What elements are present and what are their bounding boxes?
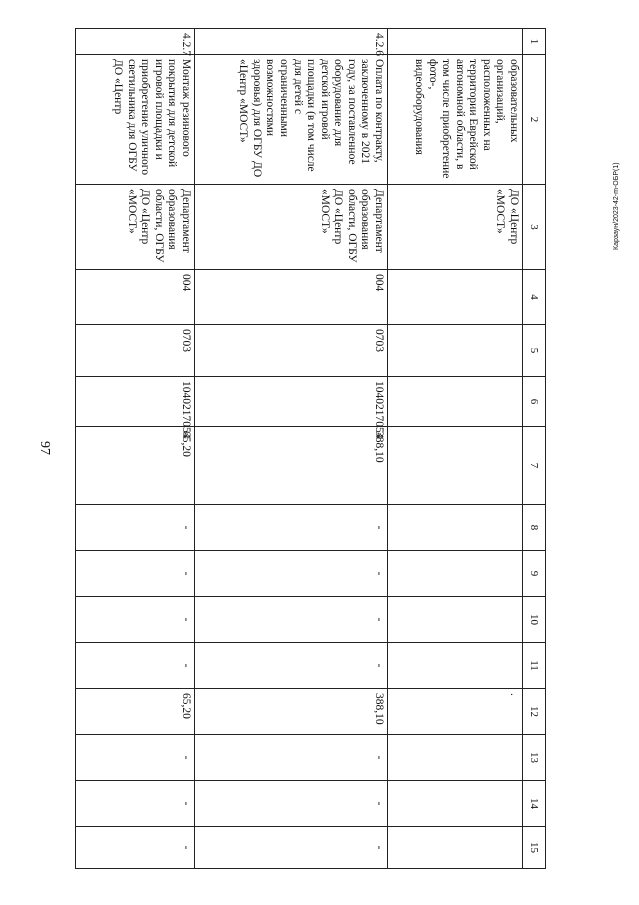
side-code-text: Карзаун/2023-42-m-ОБР(1) (613, 162, 620, 250)
cell-value (388, 270, 523, 325)
table-row (388, 29, 523, 869)
cell-value: 0703 (76, 325, 195, 377)
header-cell: 3 (523, 185, 546, 270)
header-cell: 4 (523, 270, 546, 325)
cell-value: 0703 (195, 325, 388, 377)
cell-description: образовательных организаций, расположенных на территории Еврейской автономной области, в том числе приобретение фото-, видеооборудования (388, 55, 523, 185)
cell-value: - (76, 551, 195, 597)
header-cell: 9 (523, 551, 546, 597)
header-cell: 14 (523, 781, 546, 827)
cell-value (388, 735, 523, 781)
table-row (195, 29, 388, 869)
header-cell: 13 (523, 735, 546, 781)
table-row (76, 29, 195, 869)
cell-value: . (388, 689, 523, 735)
cell-value: 1040217054 (76, 377, 195, 427)
cell-value: 65,20 (76, 427, 195, 505)
cell-value: - (195, 827, 388, 869)
header-cell: 6 (523, 377, 546, 427)
cell-value: - (76, 781, 195, 827)
cell-value: 65,20 (76, 689, 195, 735)
cell-value (388, 325, 523, 377)
cell-value: - (195, 781, 388, 827)
cell-value: - (76, 505, 195, 551)
cell-value: - (195, 735, 388, 781)
cell-value (388, 643, 523, 689)
cell-value: 388,10 (195, 689, 388, 735)
header-cell: 1 (523, 29, 546, 55)
rotated-table-container (80, 28, 546, 863)
cell-value (388, 427, 523, 505)
cell-number (388, 29, 523, 55)
header-cell: 5 (523, 325, 546, 377)
cell-value: 1040217054 (195, 377, 388, 427)
cell-value (388, 781, 523, 827)
cell-executor: Департамент образования области, ОГБУ ДО «Центр «МОСТ» (195, 185, 388, 270)
header-cell: 8 (523, 505, 546, 551)
cell-executor: Департамент образования области, ОГБУ ДО «Центр «МОСТ» (76, 185, 195, 270)
cell-description: Оплата по контракту, заключенному в 2021 году, за поставленное оборудование для детской игровой площадки (в том числе для детей с ограниченными возможностями здоровья) для ОГБУ ДО «Центр «МОСТ» (195, 55, 388, 185)
cell-value: - (76, 597, 195, 643)
cell-value: - (76, 735, 195, 781)
header-cell: 2 (523, 55, 546, 185)
cell-value: - (76, 643, 195, 689)
header-cell: 7 (523, 427, 546, 505)
cell-value: - (195, 597, 388, 643)
cell-executor: ДО «Центр «МОСТ» (388, 185, 523, 270)
header-cell: 11 (523, 643, 546, 689)
header-row (523, 29, 546, 869)
header-cell: 12 (523, 689, 546, 735)
budget-table (75, 28, 546, 869)
cell-value: - (76, 827, 195, 869)
cell-value (388, 377, 523, 427)
side-code (590, 60, 620, 260)
header-cell: 15 (523, 827, 546, 869)
cell-value: - (195, 551, 388, 597)
cell-value: 004 (76, 270, 195, 325)
cell-value: - (195, 505, 388, 551)
cell-value: 388,10 (195, 427, 388, 505)
cell-value: 004 (195, 270, 388, 325)
cell-value (388, 505, 523, 551)
cell-value (388, 551, 523, 597)
cell-value: - (195, 643, 388, 689)
page-number: 97 (37, 441, 52, 455)
cell-number: 4.2.6 (195, 29, 388, 55)
cell-value (388, 827, 523, 869)
header-cell: 10 (523, 597, 546, 643)
cell-description: Монтаж резинового покрытия для детской игровой площадки и приобретение уличного светильника для ОГБУ ДО «Центр (76, 55, 195, 185)
cell-value (388, 597, 523, 643)
cell-number: 4.2.7 (76, 29, 195, 55)
